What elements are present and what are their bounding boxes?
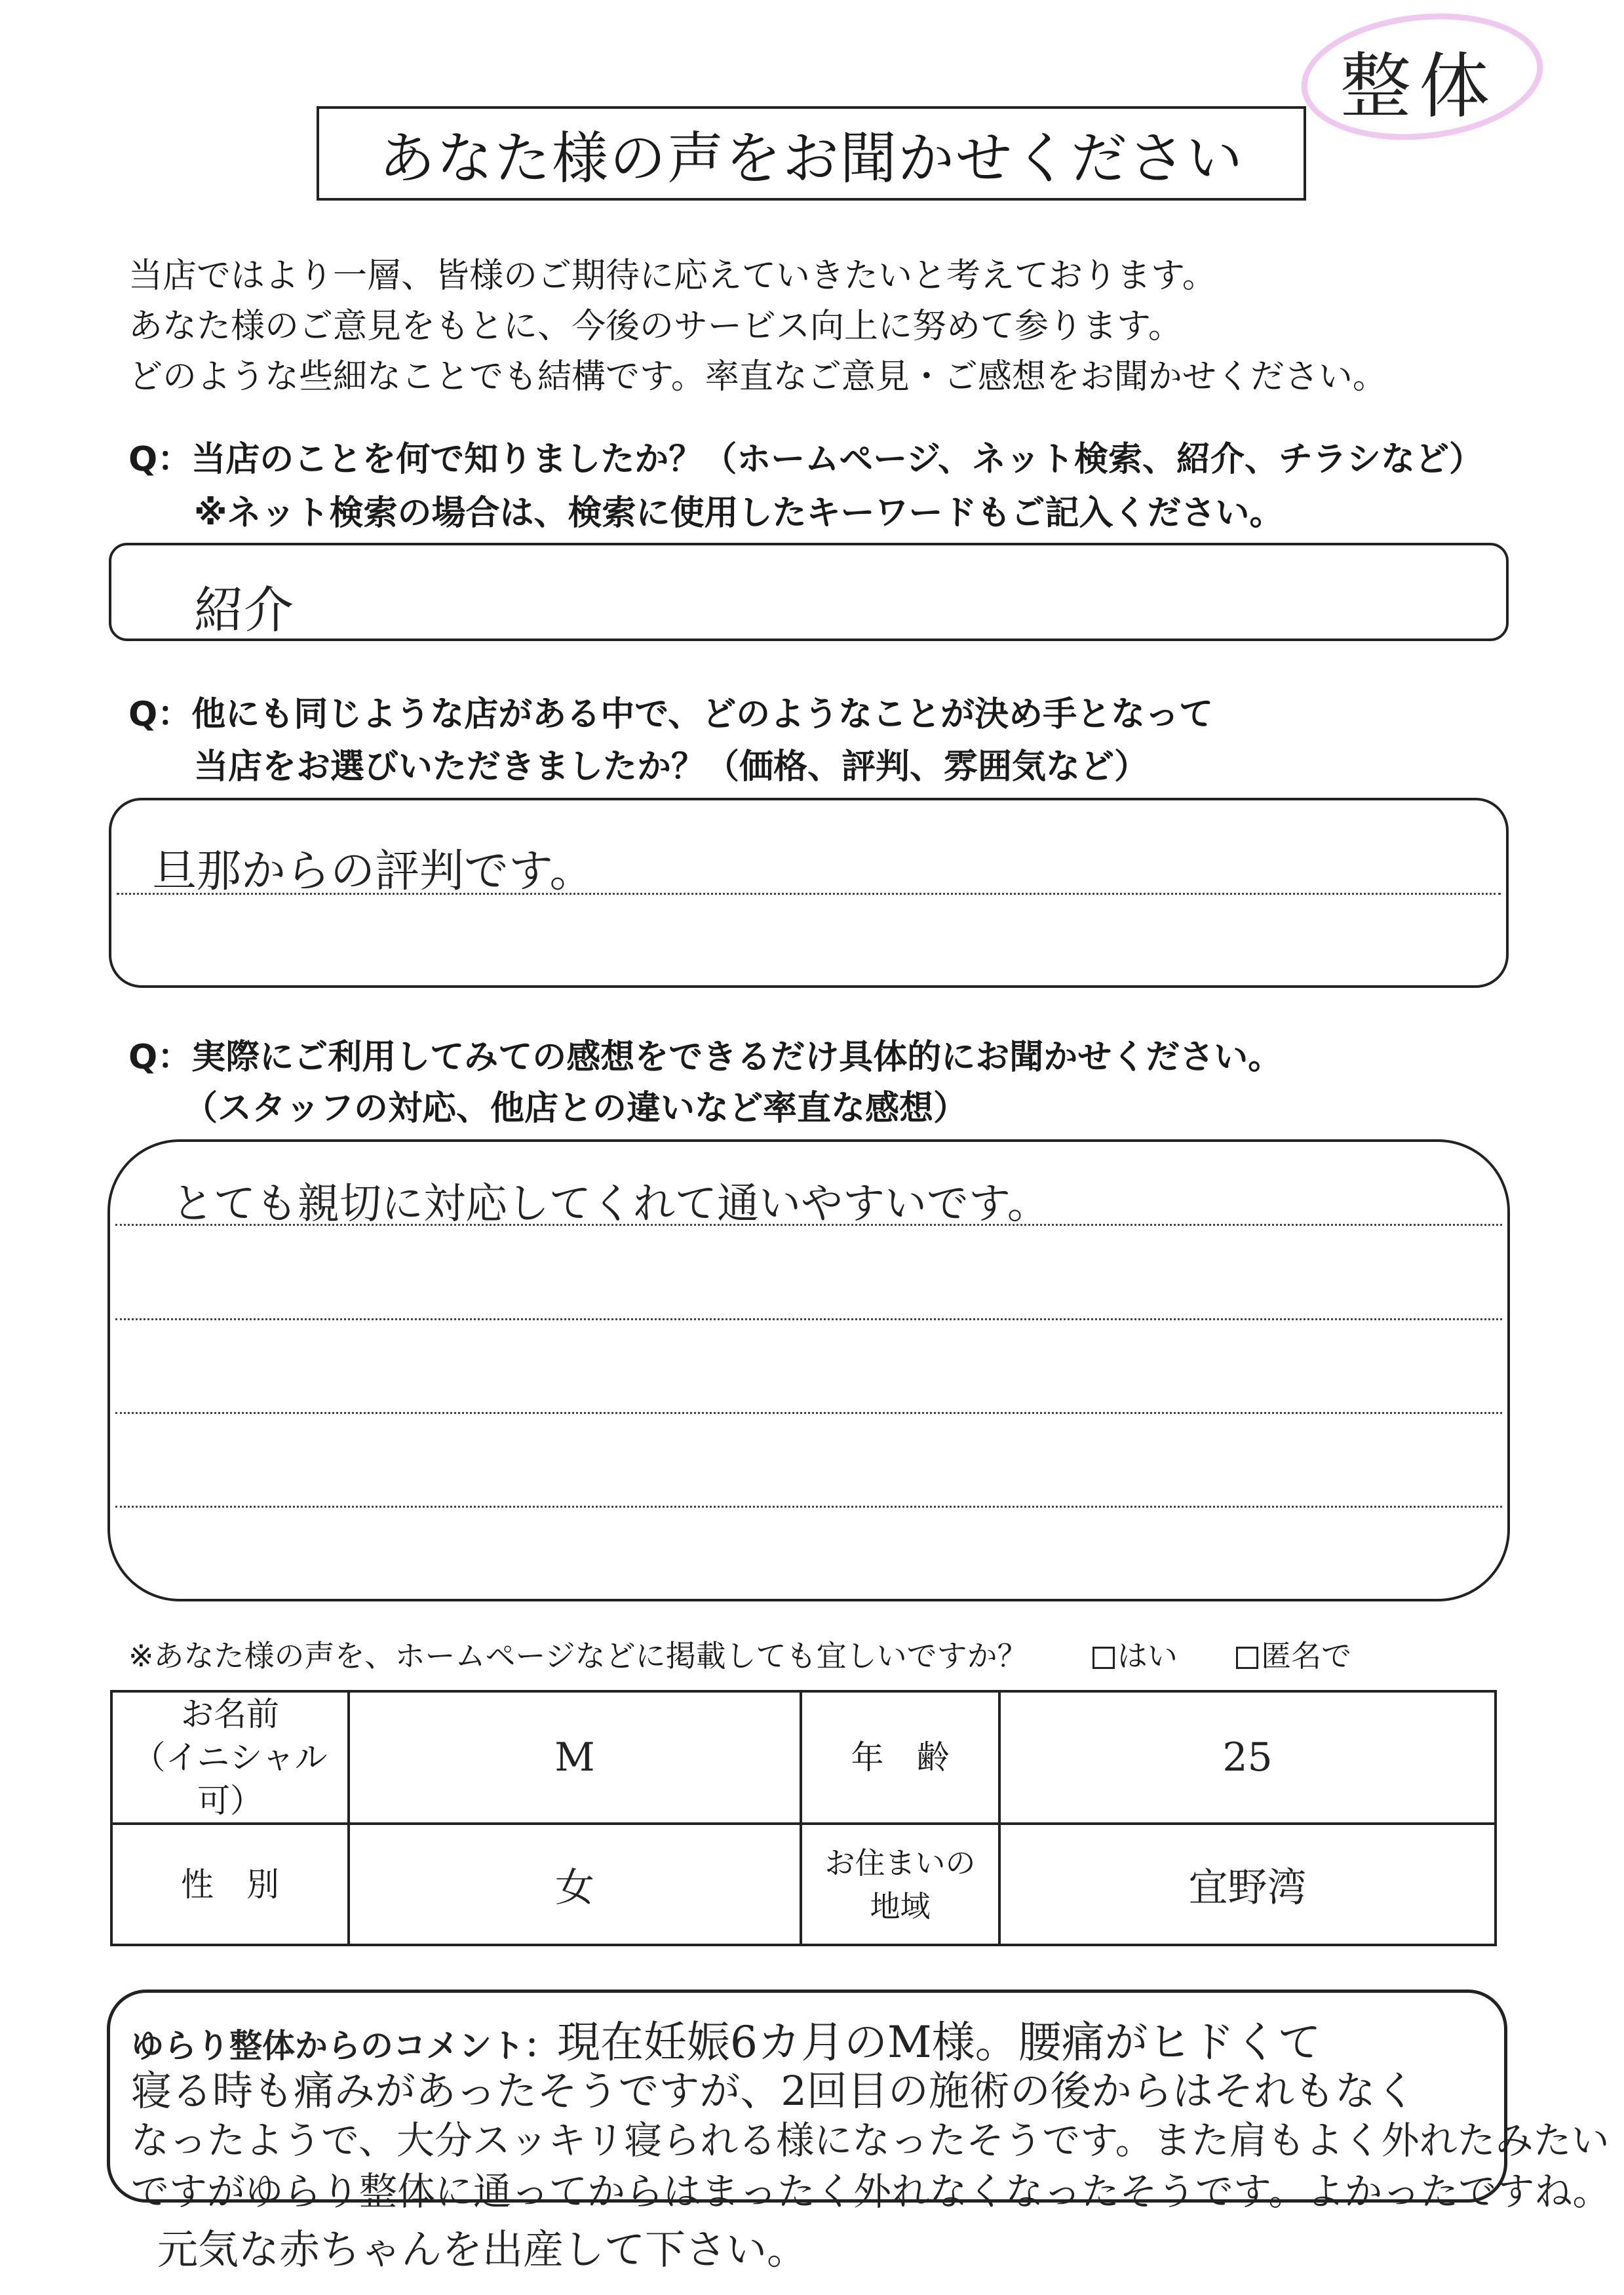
yes-checkbox[interactable] (1092, 1647, 1115, 1669)
question-1-line-1: Q：当店のことを何で知りましたか？（ホームページ、ネット検索、紹介、チラシなど） (128, 440, 1484, 479)
age-value: 25 (1222, 1735, 1273, 1780)
name-value-cell[interactable] (349, 1691, 801, 1824)
answer-2-text: 旦那からの評判です。 (152, 846, 594, 897)
area-label-cell (801, 1824, 999, 1945)
gender-value: 女 (555, 1864, 594, 1911)
age-label-cell (801, 1691, 999, 1824)
answer-1-text: 紹介 (194, 581, 294, 639)
intro-line-3: どのような些細なことでも結構です。率直なご意見・ご感想をお聞かせください。 (128, 357, 1387, 397)
gender-label: 性 別 (181, 1865, 279, 1904)
name-label-cell (111, 1691, 349, 1824)
staff-comment-line-5: 元気な赤ちゃんを出産して下さい。 (157, 2226, 808, 2273)
publish-consent-question: ※あなた様の声を、ホームページなどに掲載しても宜しいですか？ (128, 1638, 1028, 1674)
page-title: あなた様の声をお聞かせください (317, 106, 1306, 201)
staff-comment-text-1: 現在妊娠6カ月のM様。腰痛がヒドくて (557, 2017, 1321, 2068)
answer-3-rule-3 (115, 1412, 1502, 1414)
gender-label-cell (111, 1824, 349, 1945)
answer-3-rule-2 (115, 1318, 1502, 1320)
name-value: M (554, 1735, 595, 1780)
answer-1-box[interactable] (109, 543, 1509, 641)
question-2-line-1: Q：他にも同じような店がある中で、どのようなことが決め手となって (128, 695, 1214, 734)
area-value-cell[interactable] (999, 1824, 1496, 1945)
question-1-line-2: ※ネット検索の場合は、検索に使用したキーワードもご記入ください。 (194, 494, 1284, 533)
age-value-cell[interactable] (999, 1691, 1496, 1824)
answer-3-text: とても親切に対応してくれて通いやすいです。 (172, 1180, 1049, 1228)
area-label-2: 地域 (870, 1888, 931, 1924)
age-label: 年 齢 (851, 1738, 950, 1776)
answer-3-rule-4 (115, 1506, 1502, 1508)
question-2-line-2: 当店をお選びいただきましたか？（価格、評判、雰囲気など） (194, 747, 1149, 787)
staff-comment-label: ゆらり整体からのコメント： (131, 2027, 557, 2065)
question-3-line-2: （スタッフの対応、他店との違いなど率直な感想） (184, 1089, 968, 1128)
staff-comment-line-2: 寝る時も痛みがあったそうですが、2回目の施術の後からはそれもなく (131, 2067, 1416, 2115)
area-label: お住まいの (824, 1845, 976, 1881)
name-label-note: （イニシャル可） (132, 1738, 328, 1820)
area-value: 宜野湾 (1188, 1864, 1307, 1911)
anonymous-checkbox[interactable] (1236, 1647, 1258, 1669)
customer-info-table (110, 1690, 1497, 1946)
publish-consent-row (128, 1632, 1351, 1676)
staff-comment-line-3: なったようで、大分スッキリ寝られる様になったそうです。また肩もよく外れたみたい (131, 2118, 1610, 2163)
yes-label: はい (1117, 1638, 1178, 1674)
name-label: お名前 (181, 1695, 279, 1733)
intro-line-1: 当店ではより一層、皆様のご期待に応えていきたいと考えております。 (128, 256, 1216, 296)
category-stamp-text: 整体 (1340, 46, 1498, 128)
intro-line-2: あなた様のご意見をもとに、今後のサービス向上に努めて参ります。 (128, 307, 1182, 346)
question-3-line-1: Q：実際にご利用してみての感想をできるだけ具体的にお聞かせください。 (128, 1038, 1283, 1077)
gender-value-cell[interactable] (349, 1824, 801, 1945)
staff-comment-line-4: ですがゆらり整体に通ってからはまったく外れなくなったそうです。よかったですね。 (131, 2169, 1611, 2214)
anonymous-label: 匿名で (1261, 1638, 1352, 1674)
